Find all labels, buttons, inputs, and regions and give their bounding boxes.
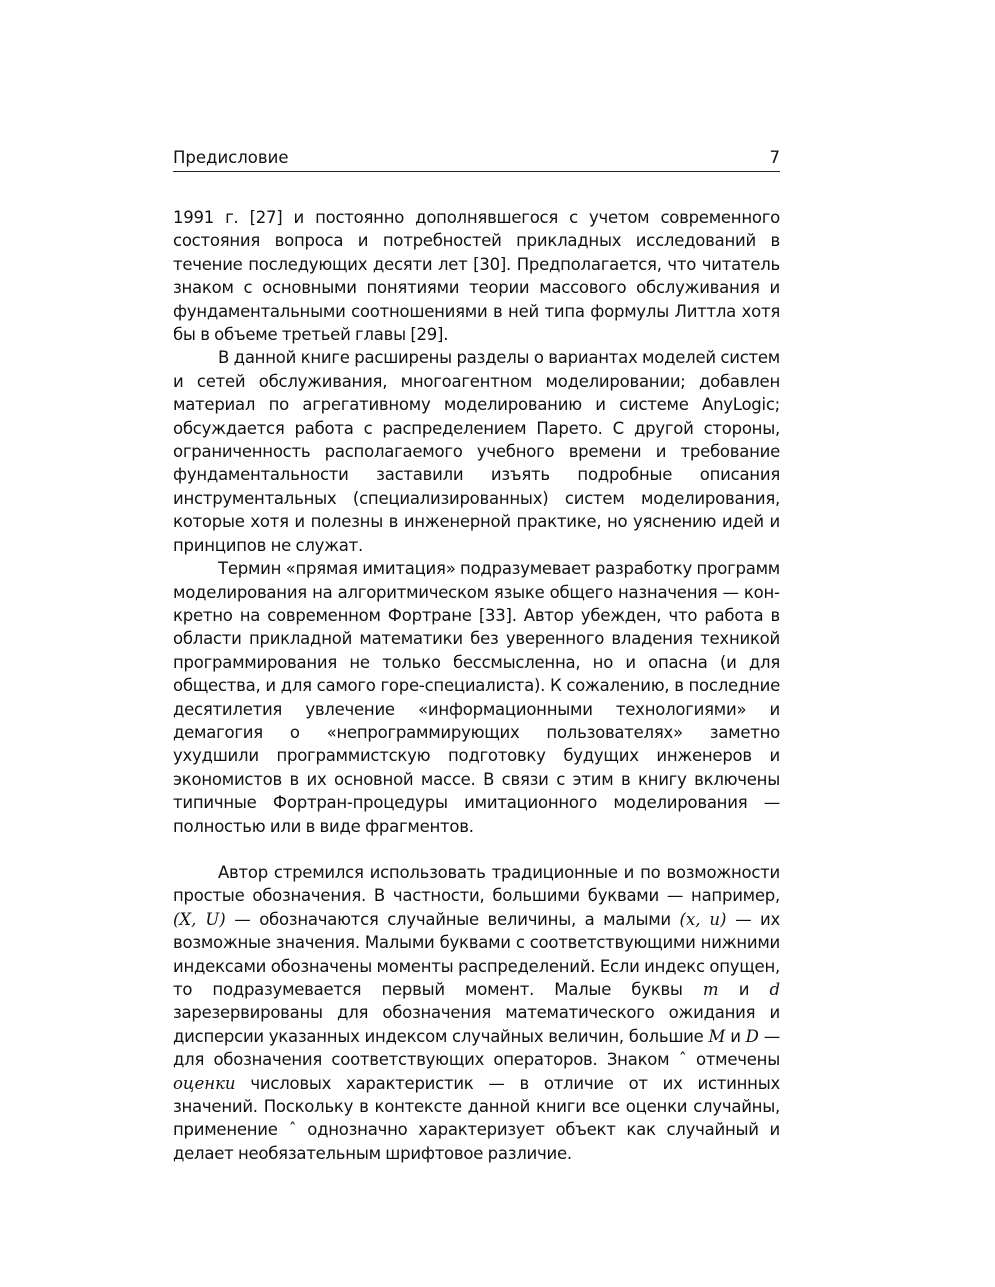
notation-text-2: — обозначаются случайные величины, а малыми: [225, 909, 680, 929]
notation-text-4: и: [718, 980, 770, 999]
page-number: 7: [769, 148, 780, 167]
paragraph-continuation: 1991 г. [27] и постоянно дополнявшегося с учетом современного состояния вопроса и потребностей прикладных исследований в течение последующих десяти лет [30]. Предполагается, что читатель знаком с основными понятиями теории массового обслуживания и фундаментальными соотношениями в ней типа формулы Литтла хотя бы в объеме третьей главы [29].: [173, 208, 780, 345]
math-letter-d: d: [769, 980, 780, 999]
math-letter-M: M: [708, 1026, 726, 1046]
math-uppercase-pair: (X, U): [173, 909, 226, 929]
notation-text-6: и: [725, 1026, 746, 1046]
math-lowercase-pair: (x, u): [679, 909, 727, 929]
notation-text-1: Автор стремился использовать традиционные и по возможности простые обозначения. В частности, большими буквами — например,: [173, 862, 780, 906]
notation-text-3: — их возможные значения. Малыми буквами с соответствующими нижними индексами обозначены моменты распределений. Если индекс опущен, то подразумевается первый момент. Малые буквы: [173, 909, 780, 999]
math-letter-m: m: [702, 980, 719, 999]
running-header: [173, 148, 780, 172]
chapter-title: Предисловие: [173, 148, 289, 167]
paragraph-book-scope: В данной книге расширены разделы о вариантах моделей систем и сетей обслуживания, многоагентном моделировании; добавлен материал по агрегативному моделированию и системе AnyLogic; обсуждается работа с распределением Парето. С другой стороны, ограниченность располагаемого учебного времени и требование фундаментальности заставили изъять подробные описания инструментальных (специализированных) систем моделирования, которые хотя и полезны в инженерной практике, но уяснению идей и принципов не служат.: [173, 348, 780, 555]
paragraph-direct-simulation: Термин «прямая имитация» подразумевает разработку программ моделирования на алгоритмическом языке общего назначения — конкретно на современном Фортране [33]. Автор убежден, что работа в области прикладной математики без уверенного владения техникой программирования не только бессмысленна, но и опасна (и для общества, и для самого горе-специалиста). К сожалению, в последние десятилетия увлечение «информационными технологиями» и демагогия о «непрограммирующих пользователях» заметно ухудшили программистскую подготовку будущих инженеров и экономистов в их основной массе. В связи с этим в книгу включены типичные Фортран-процедуры имитационного моделирования — полностью или в виде фрагментов.: [173, 559, 780, 836]
notation-text-7: — для обозначения соответствующих операторов. Знаком ˆ отмечены: [173, 1026, 781, 1070]
page: [173, 148, 780, 1165]
notation-text-5: зарезервированы для обозначения математического ожидания и дисперсии указанных индексом случайных величин, большие: [173, 1003, 780, 1046]
notation-text-8: числовых характеристик — в отличие от их истинных значений. Поскольку в контексте данной книги все оценки случайны, применение ˆ однозначно характеризует объект как случайный и делает необязательным шрифтовое различие.: [173, 1073, 780, 1163]
body-text: [173, 206, 780, 1165]
paragraph-notation: [173, 861, 780, 1165]
emphasis-estimates: оценки: [173, 1073, 236, 1093]
math-letter-D: D: [745, 1026, 759, 1046]
